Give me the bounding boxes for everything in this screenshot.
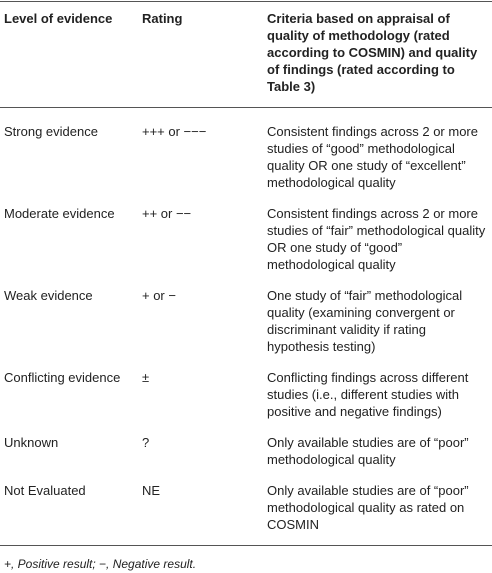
table-header [0, 2, 492, 108]
table-row [0, 477, 492, 546]
table-row [0, 200, 492, 282]
cell-level: Not Evaluated [4, 483, 86, 498]
cell-criteria: Consistent findings across 2 or more studies of “fair” methodological quality OR one study of “good” methodological quality [267, 206, 486, 272]
cell-rating: +++ or −−− [142, 124, 207, 139]
cell-rating: ? [142, 435, 150, 450]
cell-level: Moderate evidence [4, 206, 115, 221]
cell-criteria: Conflicting findings across different studies (i.e., different studies with positive and negative findings) [267, 370, 469, 419]
cell-criteria: Consistent findings across 2 or more studies of “good” methodological quality OR one study of “excellent” methodological quality [267, 124, 478, 190]
table-row [0, 108, 492, 201]
cell-rating: NE [142, 483, 161, 498]
header-row [0, 2, 492, 108]
cell-criteria: Only available studies are of “poor” methodological quality as rated on COSMIN [267, 483, 469, 532]
cell-level: Unknown [4, 435, 59, 450]
evidence-table-container [0, 1, 492, 573]
evidence-levels-table [0, 1, 492, 546]
header-criteria: Criteria based on appraisal of quality of methodology (rated according to COSMIN) and quality of findings (rated according to Table 3) [267, 11, 478, 94]
header-rating: Rating [142, 11, 183, 26]
table-row [0, 429, 492, 477]
table-row [0, 364, 492, 429]
cell-rating: ± [142, 370, 150, 385]
cell-criteria: One study of “fair” methodological quality (examining convergent or discriminant validity if rating hypothesis testing) [267, 288, 463, 354]
table-body [0, 108, 492, 546]
cell-criteria: Only available studies are of “poor” methodological quality [267, 435, 469, 467]
cell-rating: + or − [142, 288, 176, 303]
header-level-of-evidence: Level of evidence [4, 11, 113, 26]
table-footnote: +, Positive result; −, Negative result. [4, 557, 197, 571]
cell-level: Conflicting evidence [4, 370, 121, 385]
table-row [0, 282, 492, 364]
cell-level: Weak evidence [4, 288, 93, 303]
cell-rating: ++ or −− [142, 206, 192, 221]
cell-level: Strong evidence [4, 124, 98, 139]
